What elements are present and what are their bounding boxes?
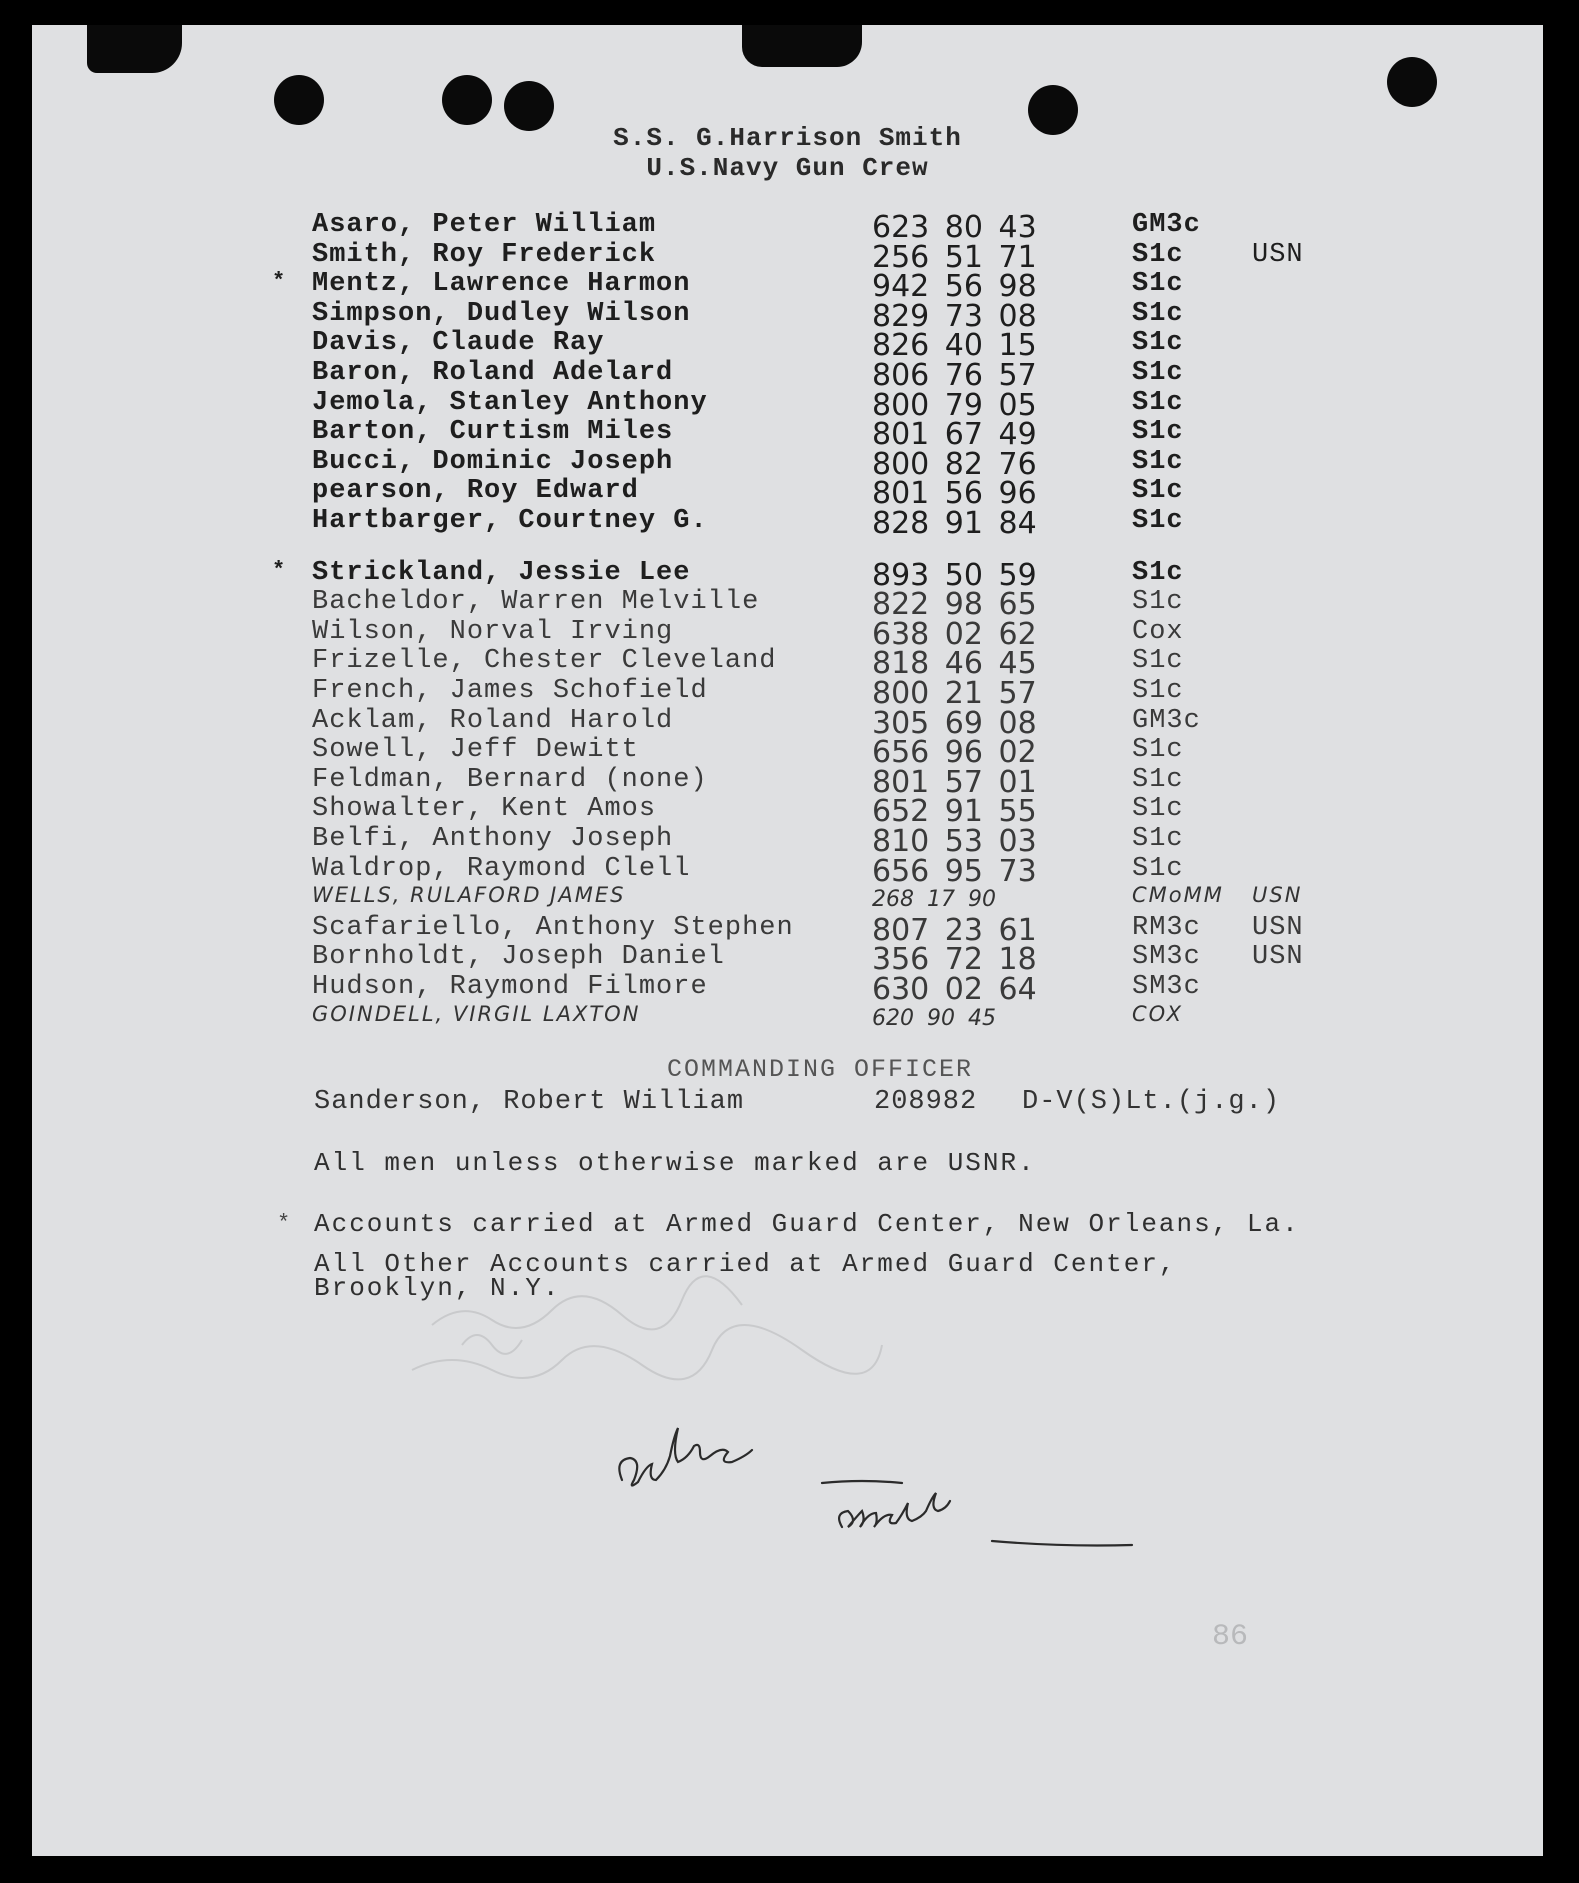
crew-service-number: 656 95 73 — [872, 853, 1037, 889]
crew-branch-mark: USN — [1252, 912, 1304, 943]
crew-name: Smith, Roy Frederick — [312, 239, 657, 270]
usnr-note: All men unless otherwise marked are USNR. — [314, 1148, 1036, 1178]
crew-rate: S1c — [1132, 476, 1184, 507]
crew-service-number: 893 50 59 — [872, 557, 1037, 593]
crew-name: Simpson, Dudley Wilson — [312, 298, 691, 329]
crew-service-number: 818 46 45 — [872, 646, 1037, 682]
crew-name: Showalter, Kent Amos — [312, 794, 657, 825]
page-number: 86 — [1212, 1620, 1249, 1654]
crew-name: French, James Schofield — [312, 676, 708, 706]
crew-name: Hartbarger, Courtney G. — [312, 506, 708, 536]
crew-service-number: 256 51 71 — [872, 239, 1037, 275]
new-orleans-note: Accounts carried at Armed Guard Center, New Orleans, La. — [314, 1209, 1300, 1239]
unit-title: U.S.Navy Gun Crew — [646, 153, 929, 183]
crew-service-number: 828 91 84 — [872, 506, 1037, 541]
note-asterisk: * — [277, 1211, 291, 1236]
crew-rate: S1c — [1132, 646, 1184, 677]
crew-name: Bucci, Dominic Joseph — [312, 446, 674, 477]
crew-name: Barton, Curtism Miles — [312, 417, 674, 448]
document-page — [32, 25, 1543, 1856]
crew-rate: Cox — [1132, 616, 1184, 647]
crew-service-number: 652 91 55 — [872, 794, 1037, 830]
crew-service-number: 305 69 08 — [872, 705, 1037, 741]
crew-service-number: 806 76 57 — [872, 358, 1037, 393]
crew-rate: S1c — [1132, 298, 1184, 329]
crew-rate: S1c — [1132, 446, 1184, 477]
crew-rate: S1c — [1132, 587, 1184, 618]
crew-name: Jemola, Stanley Anthony — [312, 387, 708, 418]
crew-name: Asaro, Peter William — [312, 210, 657, 240]
crew-name: Mentz, Lawrence Harmon — [312, 269, 691, 300]
crew-service-number: 268 17 90 — [872, 887, 996, 913]
crew-name: Bornholdt, Joseph Daniel — [312, 942, 725, 973]
crew-name: Sowell, Jeff Dewitt — [312, 735, 639, 766]
crew-service-number: 800 79 05 — [872, 387, 1037, 423]
crew-rate: CMoMM — [1132, 883, 1224, 908]
crew-service-number: 638 02 62 — [872, 616, 1037, 652]
crew-service-number: 620 90 45 — [872, 1005, 996, 1031]
crew-name: Baron, Roland Adelard — [312, 358, 674, 388]
crew-service-number: 656 96 02 — [872, 735, 1037, 771]
crew-service-number: 801 56 96 — [872, 476, 1037, 512]
crew-name: GOINDELL, VIRGIL LAXTON — [312, 1001, 641, 1026]
crew-name: Hudson, Raymond Filmore — [312, 972, 708, 1002]
crew-name: WELLS, RULAFORD JAMES — [312, 883, 626, 908]
crew-rate: GM3c — [1132, 210, 1201, 240]
signature-drawing — [32, 25, 1543, 1856]
crew-rate: S1c — [1132, 794, 1184, 825]
crew-service-number: 801 67 49 — [872, 417, 1037, 453]
crew-service-number: 630 02 64 — [872, 972, 1037, 1007]
crew-rate: COX — [1132, 1001, 1184, 1026]
crew-service-number: 623 80 43 — [872, 210, 1037, 245]
crew-rate: S1c — [1132, 853, 1184, 884]
crew-rate: SM3c — [1132, 942, 1201, 973]
crew-rate: S1c — [1132, 239, 1184, 270]
crew-service-number: 801 57 01 — [872, 764, 1037, 800]
co-rate: D-V(S)Lt.(j.g.) — [1022, 1087, 1281, 1117]
commanding-officer-heading: COMMANDING OFFICER — [667, 1055, 974, 1084]
crew-asterisk: * — [272, 557, 287, 583]
co-service-number: 208982 — [874, 1087, 978, 1117]
crew-service-number: 826 40 15 — [872, 328, 1037, 364]
ship-title: S.S. G.Harrison Smith — [613, 123, 962, 153]
crew-branch-mark: USN — [1252, 239, 1304, 270]
crew-service-number: 810 53 03 — [872, 824, 1037, 859]
crew-name: pearson, Roy Edward — [312, 476, 639, 507]
crew-name: Davis, Claude Ray — [312, 328, 605, 359]
brooklyn-note-line1: All Other Accounts carried at Armed Guard Center, — [314, 1249, 1177, 1279]
co-name: Sanderson, Robert William — [314, 1087, 745, 1117]
crew-rate: S1c — [1132, 387, 1184, 418]
crew-name: Strickland, Jessie Lee — [312, 557, 691, 588]
crew-rate: S1c — [1132, 824, 1184, 854]
crew-name: Acklam, Roland Harold — [312, 705, 674, 736]
crew-name: Bacheldor, Warren Melville — [312, 587, 760, 618]
crew-branch-mark: USN — [1252, 942, 1304, 973]
brooklyn-note-line2: Brooklyn, N.Y. — [314, 1273, 561, 1303]
crew-rate: S1c — [1132, 358, 1184, 388]
crew-branch-mark: USN — [1252, 883, 1303, 908]
crew-rate: S1c — [1132, 676, 1184, 706]
crew-service-number: 942 56 98 — [872, 269, 1037, 305]
crew-rate: GM3c — [1132, 705, 1201, 736]
crew-name: Frizelle, Chester Cleveland — [312, 646, 777, 677]
crew-service-number: 356 72 18 — [872, 942, 1037, 978]
crew-rate: S1c — [1132, 269, 1184, 300]
crew-rate: S1c — [1132, 557, 1184, 588]
crew-rate: RM3c — [1132, 912, 1201, 943]
crew-service-number: 807 23 61 — [872, 912, 1037, 948]
crew-name: Scafariello, Anthony Stephen — [312, 912, 794, 943]
crew-rate: SM3c — [1132, 972, 1201, 1002]
crew-name: Wilson, Norval Irving — [312, 616, 674, 647]
crew-rate: S1c — [1132, 328, 1184, 359]
crew-name: Feldman, Bernard (none) — [312, 764, 708, 795]
crew-rate: S1c — [1132, 417, 1184, 448]
crew-rate: S1c — [1132, 735, 1184, 766]
crew-asterisk: * — [272, 269, 287, 295]
crew-service-number: 822 98 65 — [872, 587, 1037, 623]
crew-service-number: 829 73 08 — [872, 298, 1037, 334]
crew-rate: S1c — [1132, 764, 1184, 795]
crew-rate: S1c — [1132, 506, 1184, 536]
crew-name: Belfi, Anthony Joseph — [312, 824, 674, 854]
crew-name: Waldrop, Raymond Clell — [312, 853, 691, 884]
crew-service-number: 800 21 57 — [872, 676, 1037, 711]
crew-service-number: 800 82 76 — [872, 446, 1037, 482]
